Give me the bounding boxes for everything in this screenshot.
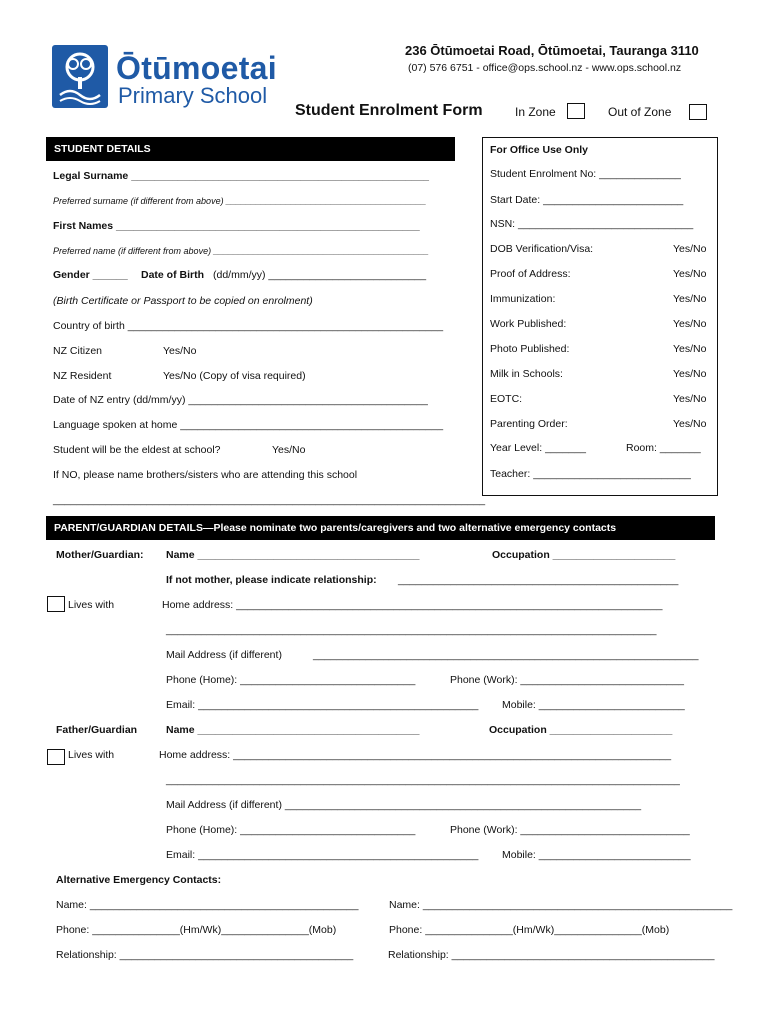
year-level-field[interactable]: Year Level: _______ (490, 442, 586, 454)
office-item-label: Milk in Schools: (490, 368, 563, 380)
language-field[interactable]: Language spoken at home _____________________________________________ (53, 419, 444, 431)
nz-resident-value[interactable]: Yes/No (Copy of visa required) (163, 370, 306, 382)
mother-label: Mother/Guardian: (56, 549, 144, 561)
mother-name-field[interactable]: Name ______________________________________ (166, 549, 420, 561)
nz-citizen-value[interactable]: Yes/No (163, 345, 197, 357)
nsn-field[interactable]: NSN: ______________________________ (490, 218, 694, 230)
nz-resident-label: NZ Resident (53, 370, 112, 382)
student-details-title: STUDENT DETAILS (54, 143, 151, 155)
office-item-label: Work Published: (490, 318, 567, 330)
alt-contact-1-relationship[interactable]: Relationship: ________________________________________ (56, 949, 354, 961)
in-zone-label: In Zone (515, 105, 556, 119)
start-date-field[interactable]: Start Date: ________________________ (490, 194, 684, 206)
office-item-label: EOTC: (490, 393, 523, 405)
office-item-label: Photo Published: (490, 343, 570, 355)
mother-mail-address-field[interactable]: __________________________________________________________________ (313, 649, 699, 661)
eldest-label: Student will be the eldest at school? (53, 444, 221, 456)
teacher-field[interactable]: Teacher: ___________________________ (490, 468, 691, 480)
school-address: 236 Ōtūmoetai Road, Ōtūmoetai, Tauranga 3110 (405, 43, 699, 58)
nz-citizen-label: NZ Citizen (53, 345, 103, 357)
legal-surname-field[interactable]: Legal Surname ___________________________________________________ (53, 170, 430, 182)
relationship-field[interactable]: ________________________________________________ (398, 574, 679, 586)
siblings-label: If NO, please name brothers/sisters who are attending this school (53, 469, 358, 481)
office-use-header: For Office Use Only (490, 144, 589, 156)
office-item-value[interactable]: Yes/No (673, 393, 707, 405)
office-item-label: Parenting Order: (490, 418, 568, 430)
in-zone-checkbox[interactable] (567, 103, 585, 119)
office-item-value[interactable]: Yes/No (673, 318, 707, 330)
father-phone-home-field[interactable]: Phone (Home): ______________________________ (166, 824, 416, 836)
preferred-name-field[interactable]: Preferred name (if different from above) ___________________________________________ (53, 246, 429, 256)
father-home-address-field[interactable]: Home address: ___________________________________________________________________________ (159, 749, 672, 761)
nz-entry-field[interactable]: Date of NZ entry (dd/mm/yy) _________________________________________ (53, 394, 428, 406)
father-name-field[interactable]: Name ______________________________________ (166, 724, 420, 736)
parent-details-title: PARENT/GUARDIAN DETAILS—Please nominate two parents/caregivers and two alternative emergency contacts (54, 522, 617, 534)
mother-occupation-field[interactable]: Occupation _____________________ (492, 549, 676, 561)
father-label: Father/Guardian (56, 724, 138, 736)
father-home-address-line2[interactable]: ________________________________________________________________________________________ (166, 774, 680, 786)
mother-lives-with-checkbox[interactable] (47, 596, 65, 612)
mother-lives-with-label: Lives with (68, 599, 115, 611)
student-details-header (46, 137, 455, 161)
alt-contact-1-name[interactable]: Name: ______________________________________________ (56, 899, 359, 911)
mother-mail-address-label: Mail Address (if different) (166, 649, 282, 661)
father-mail-address-field[interactable]: Mail Address (if different) _____________________________________________________________ (166, 799, 642, 811)
father-occupation-field[interactable]: Occupation _____________________ (489, 724, 673, 736)
first-names-field[interactable]: First Names ____________________________________________________ (53, 220, 420, 232)
relationship-label: If not mother, please indicate relationship: (166, 574, 377, 586)
birth-cert-note: (Birth Certificate or Passport to be copied on enrolment) (53, 295, 313, 307)
office-item-value[interactable]: Yes/No (673, 368, 707, 380)
country-of-birth-field[interactable]: Country of birth ______________________________________________________ (53, 320, 444, 332)
mother-mobile-field[interactable]: Mobile: _________________________ (502, 699, 685, 711)
office-item-value[interactable]: Yes/No (673, 243, 707, 255)
school-logo-emblem (52, 45, 108, 108)
tree-logo-icon (52, 45, 108, 108)
enrolment-no-field[interactable]: Student Enrolment No: ______________ (490, 168, 681, 180)
eldest-value[interactable]: Yes/No (272, 444, 306, 456)
dob-field[interactable]: (dd/mm/yy) ___________________________ (213, 269, 427, 281)
office-item-value[interactable]: Yes/No (673, 268, 707, 280)
form-title: Student Enrolment Form (295, 102, 483, 119)
father-phone-work-field[interactable]: Phone (Work): _____________________________ (450, 824, 690, 836)
alt-contact-2-relationship[interactable]: Relationship: _____________________________________________ (388, 949, 715, 961)
father-email-field[interactable]: Email: ________________________________________________ (166, 849, 479, 861)
preferred-surname-field[interactable]: Preferred surname (if different from above) ________________________________________ (53, 196, 427, 206)
parent-details-header (46, 516, 715, 540)
alt-contact-1-phone[interactable]: Phone: _______________(Hm/Wk)_______________(Mob) (56, 924, 337, 936)
mother-email-field[interactable]: Email: ________________________________________________ (166, 699, 479, 711)
office-item-label: Proof of Address: (490, 268, 571, 280)
room-field[interactable]: Room: _______ (626, 442, 701, 454)
office-item-value[interactable]: Yes/No (673, 343, 707, 355)
office-item-value[interactable]: Yes/No (673, 293, 707, 305)
mother-home-address-field[interactable]: Home address: _________________________________________________________________________ (162, 599, 663, 611)
office-item-label: Immunization: (490, 293, 556, 305)
school-subname: Primary School (118, 83, 268, 108)
out-zone-checkbox[interactable] (689, 104, 707, 120)
school-name: Ōtūmoetai (116, 50, 277, 86)
father-mobile-field[interactable]: Mobile: __________________________ (502, 849, 691, 861)
dob-label: Date of Birth (141, 269, 204, 281)
alt-contact-2-phone[interactable]: Phone: _______________(Hm/Wk)_______________(Mob) (389, 924, 670, 936)
mother-phone-work-field[interactable]: Phone (Work): ____________________________ (450, 674, 684, 686)
mother-home-address-line2[interactable]: ____________________________________________________________________________________ (166, 624, 657, 636)
out-zone-label: Out of Zone (608, 105, 672, 119)
alt-contact-2-name[interactable]: Name: _____________________________________________________ (389, 899, 733, 911)
alt-contacts-header: Alternative Emergency Contacts: (56, 874, 222, 886)
gender-field[interactable]: Gender ______ (53, 269, 128, 281)
father-lives-with-checkbox[interactable] (47, 749, 65, 765)
mother-phone-home-field[interactable]: Phone (Home): ______________________________ (166, 674, 416, 686)
office-item-label: DOB Verification/Visa: (490, 243, 594, 255)
father-lives-with-label: Lives with (68, 749, 115, 761)
school-contact: (07) 576 6751 - office@ops.school.nz - www.ops.school.nz (408, 62, 682, 74)
siblings-field[interactable]: __________________________________________________________________________ (53, 494, 486, 506)
office-item-value[interactable]: Yes/No (673, 418, 707, 430)
